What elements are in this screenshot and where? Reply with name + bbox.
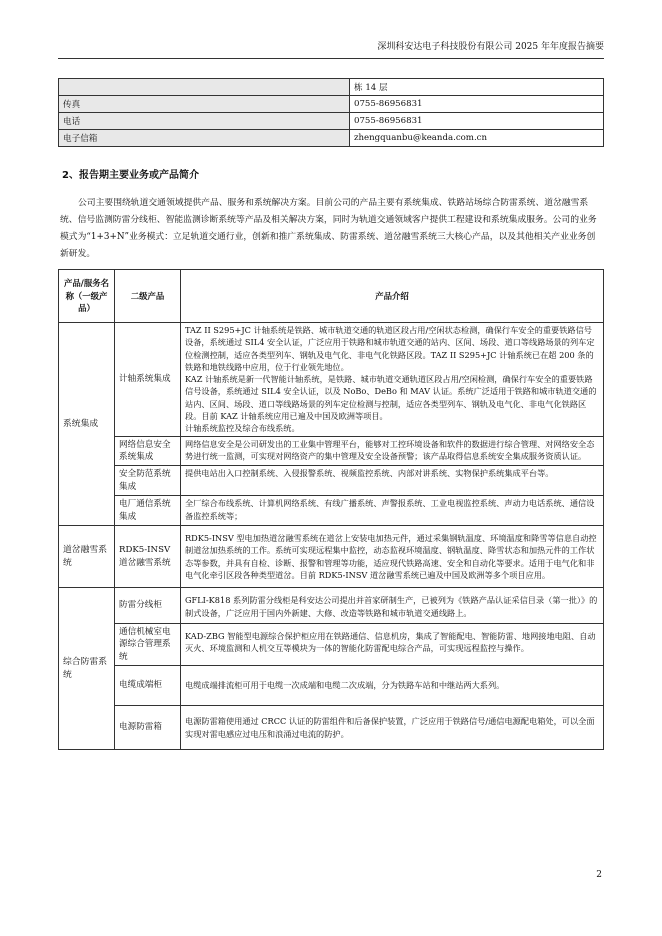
product-intro [181,323,604,437]
page-header [58,40,604,59]
contact-key: 传真 [59,96,350,113]
primary-product: 道岔融雪系统 [59,526,115,588]
secondary-product: 计轴系统集成 [115,323,181,437]
header-secondary-product: 二级产品 [115,270,181,323]
secondary-product: 电缆成端柜 [115,666,181,706]
table-row [59,623,604,665]
secondary-product: 防雷分线柜 [115,588,181,624]
intro-paragraph: GFLI-K818 系列防雷分线柜是科安达公司提出并首家研制生产，已被列为《铁路产品认证采信目录（第一批）》的制式设备，广泛应用于国内外新建、大修、改造等铁路和城市轨道交通线路上。 [185,595,598,618]
intro-paragraph: KAD-ZBG 智能型电源综合保护柜应用在铁路通信、信息机房，集成了智能配电、智能防雷、地网接地电阻、自动灭火、环境监测和人机交互等模块为一体的智能化防雷配电综合产品，可实现远程监控与操作。 [185,630,596,654]
table-row [59,588,604,624]
table-row [59,666,604,706]
secondary-product: 通信机械室电源综合管理系统 [115,623,181,665]
contact-value: 0755-86956831 [350,96,604,113]
page-number: 2 [596,870,602,880]
product-table [58,269,604,750]
intro-paragraph: 计轴系统监控及综合布线系统。 [185,423,300,434]
product-intro [181,706,604,750]
intro-paragraph: 网络信息安全是公司研发出的工业集中管理平台，能够对工控环境设备和软件的数据进行综合管理、对网络安全态势进行统一监测，可实现对网络资产的集中管理及安全设备预警；该产品取得信息系统安全集成服务资质认证。 [185,438,595,461]
product-intro [181,466,604,496]
table-row [59,496,604,526]
contact-key: 电话 [59,113,350,130]
product-intro [181,436,604,466]
product-intro [181,666,604,706]
table-header-row [59,270,604,323]
intro-paragraph: 提供电站出入口控制系统、入侵报警系统、视频监控系统、内部对讲系统、实物保护系统集成平台等。 [185,468,554,479]
secondary-product: 安全防范系统集成 [115,466,181,496]
table-row [59,323,604,437]
product-intro [181,623,604,665]
table-row [59,96,604,113]
primary-product: 综合防雷系统 [59,588,115,750]
contact-info-table [58,78,604,147]
table-row [59,436,604,466]
table-row [59,113,604,130]
secondary-product: 网络信息安全系统集成 [115,436,181,466]
intro-paragraph: 全厂综合布线系统、计算机网络系统、有线广播系统、声警报系统、工业电视监控系统、声动力电话系统、通信设备监控系统等； [185,498,595,521]
intro-paragraph: KAZ 计轴系统是新一代智能计轴系统，是铁路、城市轨道交通轨道区段占用/空闲检测，确保行车安全的重要铁路信号设备，系统通过 SIL4 安全认证，以及 NoBo、DeBo 和 MAV 认证。系统广泛适用于铁路和城市轨道交通的站内、区间、场段、道口等线路场景的列车定位检测与控制，适应各类型列车、钢轨及电气化、非电气化铁路区段。目前 KAZ 计轴系统应用已遍及中国及欧洲等项目。 [185,374,597,422]
section-title: 2、报告期主要业务或产品简介 [62,170,199,181]
product-intro [181,496,604,526]
table-row [59,130,604,147]
table-row [59,466,604,496]
table-row [59,526,604,588]
contact-value: 栋 14 层 [350,79,604,96]
secondary-product: 电源防雷箱 [115,706,181,750]
intro-paragraph: 电源防雷箱使用通过 CRCC 认证的防雷组件和后备保护装置，广泛应用于铁路信号/通信电源配电箱处，可以全面实现对雷电感应过电压和浪涌过电流的防护。 [185,716,595,739]
intro-paragraph: RDK5-INSV 型电加热道岔融雪系统在道岔上安装电加热元件，通过采集钢轨温度、环境温度和降雪等信息自动控制道岔加热系统的工作。系统可实现远程集中监控，动态监视环境温度、钢轨温度、降雪状态和加热元件的工作状态等参数，并具有自检、诊断、报警和管理等功能，适应现代铁路高速、安全和自动化等要求。适用于电气化和非电气化牵引区段各种类型道岔。目前 RDK5-INSV 道岔融雪系统已遍及中国及欧洲等多个项目应用。 [185,533,597,580]
secondary-product: RDK5-INSV 道岔融雪系统 [115,526,181,588]
header-primary-product: 产品/服务名称（一级产品） [59,270,115,323]
primary-product: 系统集成 [59,323,115,526]
table-row [59,79,604,96]
section-intro: 公司主要围绕轨道交通领域提供产品、服务和系统解决方案。目前公司的产品主要有系统集成、铁路站场综合防雷系统、道岔融雪系统、信号监测防雷分线柜、智能监测诊断系统等产品及相关解决方案，同时为轨道交通领域客户提供工程建设和系统集成服务。公司的业务模式为“1+3+N”业务模式：立足轨道交通行业，创新和推广系统集成、防雷系统、道岔融雪系统三大核心产品，以及其他相关产业业务创新研发。 [60,198,597,259]
table-row [59,706,604,750]
product-intro [181,526,604,588]
product-intro [181,588,604,624]
contact-key [59,79,350,96]
intro-paragraph: TAZ II S295+JC 计轴系统是铁路、城市轨道交通的轨道区段占用/空闲状态检测，确保行车安全的重要铁路信号设备，系统通过 SIL4 安全认证，广泛应用于铁路和城市轨道交通的站内、区间、场段、道口等线路场景的列车定位检测控制，适应各类型列车、钢轨及电气化、非电气化铁路区段。TAZ II S295+JC 计轴系统已在超 200 条的铁路和地铁线路中应用，位于行业领先地位。 [185,325,595,372]
intro-paragraph: 电缆成端排流柜可用于电缆一次成端和电缆二次成端，分为铁路车站和中继站两大系列。 [185,680,505,691]
header-product-intro: 产品介绍 [181,270,604,323]
report-title: 深圳科安达电子科技股份有限公司 2025 年年度报告摘要 [377,42,604,52]
contact-value: 0755-86956831 [350,113,604,130]
secondary-product: 电厂通信系统集成 [115,496,181,526]
contact-key: 电子信箱 [59,130,350,147]
contact-value: zhengquanbu@keanda.com.cn [350,130,604,147]
